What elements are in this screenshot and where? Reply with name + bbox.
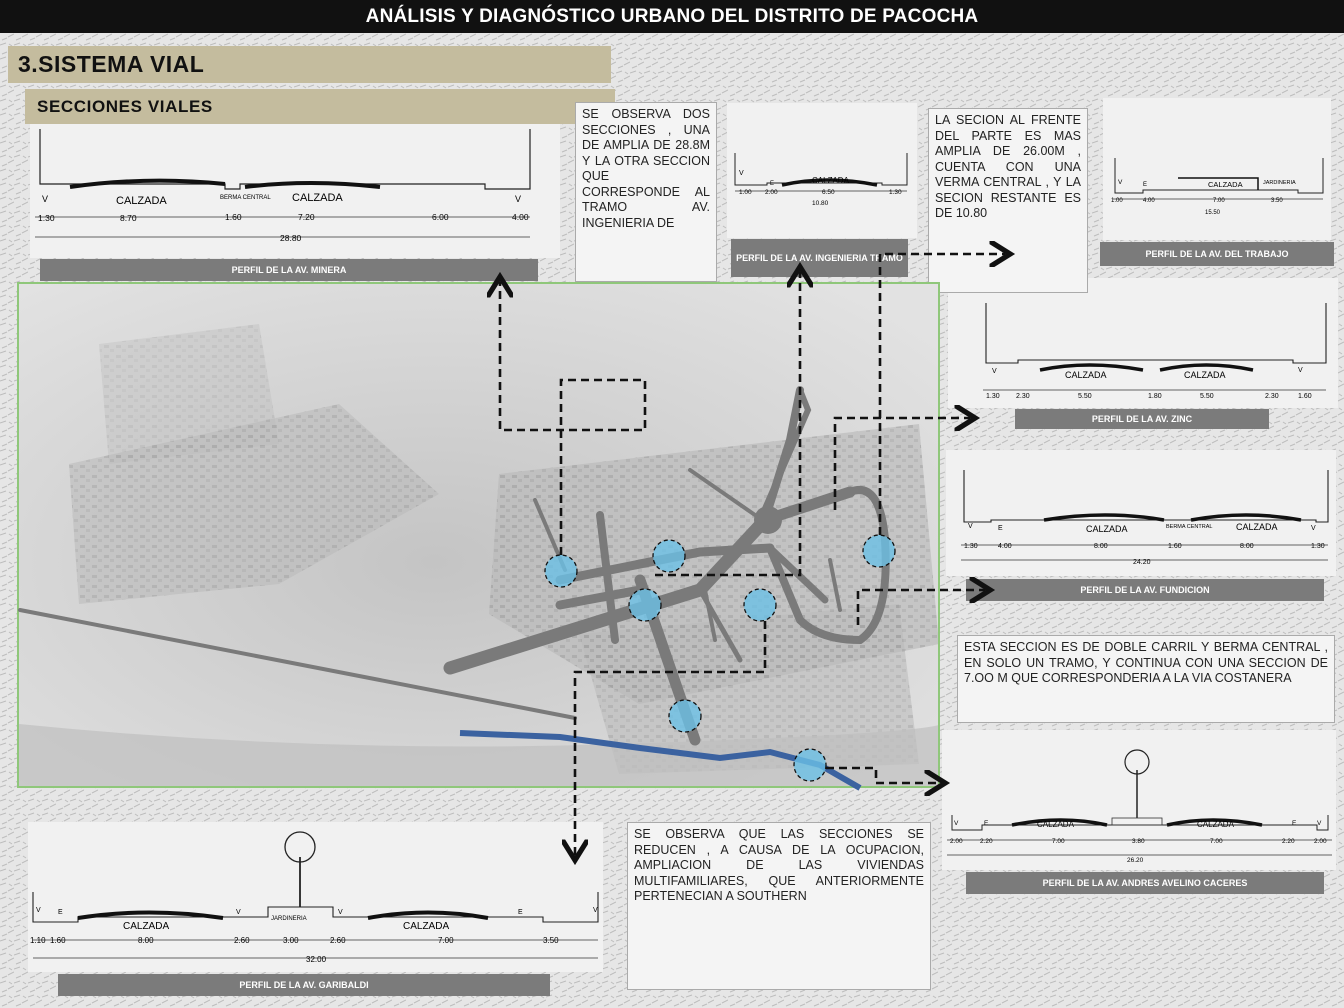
v-label: V bbox=[236, 909, 241, 916]
caption-ingenieria: PERFIL DE LA AV. INGENIERIA TRAMO bbox=[731, 239, 908, 277]
roundabout bbox=[754, 506, 782, 534]
leader-arrows bbox=[500, 254, 1005, 855]
jardineria-label: JARDINERIA bbox=[271, 916, 307, 922]
dim-label: 6.50 bbox=[822, 189, 835, 196]
dim-label: 8.00 bbox=[1240, 543, 1254, 550]
dim-label: 3.50 bbox=[543, 936, 559, 945]
total-label: 28.80 bbox=[280, 233, 302, 243]
calzada-label: CALZADA bbox=[1086, 524, 1128, 534]
dim-label: 3.00 bbox=[283, 936, 299, 945]
dim-label: 1.00 bbox=[1111, 198, 1123, 204]
v-label: V bbox=[1311, 525, 1316, 532]
v-label: V bbox=[1118, 179, 1123, 186]
dim-label: 2.00 bbox=[950, 838, 963, 845]
section-title: 3.SISTEMA VIAL bbox=[8, 46, 611, 83]
dim-label: 1.60 bbox=[1298, 393, 1312, 400]
v-label: V bbox=[968, 523, 973, 530]
e-label: E bbox=[58, 909, 63, 916]
dim-label: 5.50 bbox=[1078, 393, 1092, 400]
berma-label: BERMA CENTRAL bbox=[220, 195, 271, 201]
v-label: V bbox=[992, 368, 997, 375]
dim-label: 2.60 bbox=[234, 936, 250, 945]
v-label: V bbox=[1298, 367, 1303, 374]
calzada-label: CALZADA bbox=[1184, 370, 1226, 380]
total-label: 32.00 bbox=[306, 955, 327, 964]
note-secciones-reducen: SE OBSERVA QUE LAS SECCIONES SE REDUCEN , A CAUSA DE LA OCUPACION, AMPLIACION DE LAS VIVIENDAS MULTIFAMILIARES, QUE ANTERIORMENTE PERTENECIAN A SOUTHERN bbox=[627, 822, 931, 990]
caption-caceres: PERFIL DE LA AV. ANDRES AVELINO CACERES bbox=[966, 872, 1324, 894]
v-label: V bbox=[36, 907, 41, 914]
dim-label: 7.20 bbox=[298, 212, 315, 222]
dim-label: 2.20 bbox=[980, 838, 993, 845]
dim-label: 2.60 bbox=[330, 936, 346, 945]
dim-label: 2.00 bbox=[765, 189, 778, 196]
caption-zinc: PERFIL DE LA AV. ZINC bbox=[1015, 409, 1269, 429]
dim-label: 1.60 bbox=[50, 936, 66, 945]
dim-label: 7.00 bbox=[438, 936, 454, 945]
v-label: V bbox=[739, 170, 744, 177]
dim-label: 1.30 bbox=[964, 543, 978, 550]
caption-minera: PERFIL DE LA AV. MINERA bbox=[40, 259, 538, 281]
note-seccion-frente-parque: LA SECION AL FRENTE DEL PARTE ES MAS AMPLIA DE 26.00M , CUENTA CON UNA VERMA CENTRAL , Y LA SECION RESTANTE ES DE 10.80 bbox=[928, 108, 1088, 293]
dim-label: 4.00 bbox=[512, 212, 529, 222]
dim-label: 2.20 bbox=[1282, 838, 1295, 845]
caption-garibaldi: PERFIL DE LA AV. GARIBALDI bbox=[58, 974, 550, 996]
dim-label: 4.00 bbox=[998, 543, 1012, 550]
v-label: V bbox=[954, 820, 959, 827]
v-label: V bbox=[515, 194, 522, 204]
dim-label: 5.50 bbox=[1200, 393, 1214, 400]
total-label: 26.20 bbox=[1127, 857, 1144, 864]
calzada-label: CALZADA bbox=[812, 176, 849, 185]
caption-fundicion: PERFIL DE LA AV. FUNDICION bbox=[966, 579, 1324, 601]
dim-label: 1.00 bbox=[739, 189, 752, 196]
e-label: E bbox=[998, 525, 1003, 532]
dim-label: 6.00 bbox=[432, 212, 449, 222]
calzada-label: CALZADA bbox=[1197, 820, 1234, 829]
dim-label: 2.30 bbox=[1016, 393, 1030, 400]
e-label: E bbox=[984, 820, 989, 827]
calzada-label: CALZADA bbox=[403, 921, 450, 932]
v-label: V bbox=[1317, 820, 1322, 827]
e-label: E bbox=[1292, 820, 1297, 827]
calzada-label: CALZADA bbox=[1208, 180, 1243, 189]
total-label: 24.20 bbox=[1133, 559, 1151, 566]
dim-label: 7.00 bbox=[1213, 198, 1225, 204]
dim-label: 1.30 bbox=[38, 213, 55, 223]
page-header: ANÁLISIS Y DIAGNÓSTICO URBANO DEL DISTRITO DE PACOCHA bbox=[0, 0, 1344, 33]
road-network bbox=[20, 390, 886, 740]
dim-label: 7.00 bbox=[1052, 838, 1065, 845]
e-label: E bbox=[1143, 182, 1148, 188]
total-label: 10.80 bbox=[812, 200, 829, 207]
note-doble-carril: ESTA SECCION ES DE DOBLE CARRIL Y BERMA CENTRAL , EN SOLO UN TRAMO, Y CONTINUA CON UNA SECCION DE 7.OO M QUE CORRESPONDERIA A LA VIA COSTANERA bbox=[957, 635, 1335, 723]
dim-label: 4.00 bbox=[1143, 198, 1155, 204]
dim-label: 7.00 bbox=[1210, 838, 1223, 845]
dim-label: 1.60 bbox=[225, 212, 242, 222]
calzada-label: CALZADA bbox=[1037, 820, 1074, 829]
dim-label: 1.30 bbox=[1311, 543, 1325, 550]
dim-label: 2.00 bbox=[1314, 838, 1327, 845]
e-label: E bbox=[518, 909, 523, 916]
calzada-label: CALZADA bbox=[1236, 522, 1278, 532]
calzada-label: CALZADA bbox=[292, 192, 343, 204]
calzada-label: CALZADA bbox=[123, 921, 170, 932]
note-secciones-minera: SE OBSERVA DOS SECCIONES , UNA DE AMPLIA DE 28.8M Y LA OTRA SECCION QUE CORRESPONDE AL TRAMO AV. INGENIERIA DE bbox=[575, 102, 717, 282]
dim-label: 1.10 bbox=[30, 936, 46, 945]
dim-label: 1.80 bbox=[1148, 393, 1162, 400]
dim-label: 8.70 bbox=[120, 213, 137, 223]
dim-label: 3.80 bbox=[1132, 838, 1145, 845]
v-label: V bbox=[42, 194, 49, 204]
dim-label: 1.30 bbox=[986, 393, 1000, 400]
dim-label: 1.60 bbox=[1168, 543, 1182, 550]
dim-label: 8.00 bbox=[1094, 543, 1108, 550]
berma-label: BERMA CENTRAL bbox=[1166, 524, 1213, 530]
dim-label: 2.30 bbox=[1265, 393, 1279, 400]
section-subtitle: SECCIONES VIALES bbox=[25, 89, 615, 124]
e-label: E bbox=[770, 181, 775, 187]
v-label: V bbox=[338, 909, 343, 916]
dim-label: 1.30 bbox=[889, 189, 902, 196]
caption-trabajo: PERFIL DE LA AV. DEL TRABAJO bbox=[1100, 242, 1334, 266]
dim-label: 8.00 bbox=[138, 936, 154, 945]
calzada-label: CALZADA bbox=[1065, 370, 1107, 380]
dim-label: 3.50 bbox=[1271, 198, 1283, 204]
jardineria-label: JARDINERIA bbox=[1263, 180, 1296, 186]
calzada-label: CALZADA bbox=[116, 195, 167, 207]
v-label: V bbox=[593, 907, 598, 914]
total-label: 15.50 bbox=[1205, 210, 1221, 216]
